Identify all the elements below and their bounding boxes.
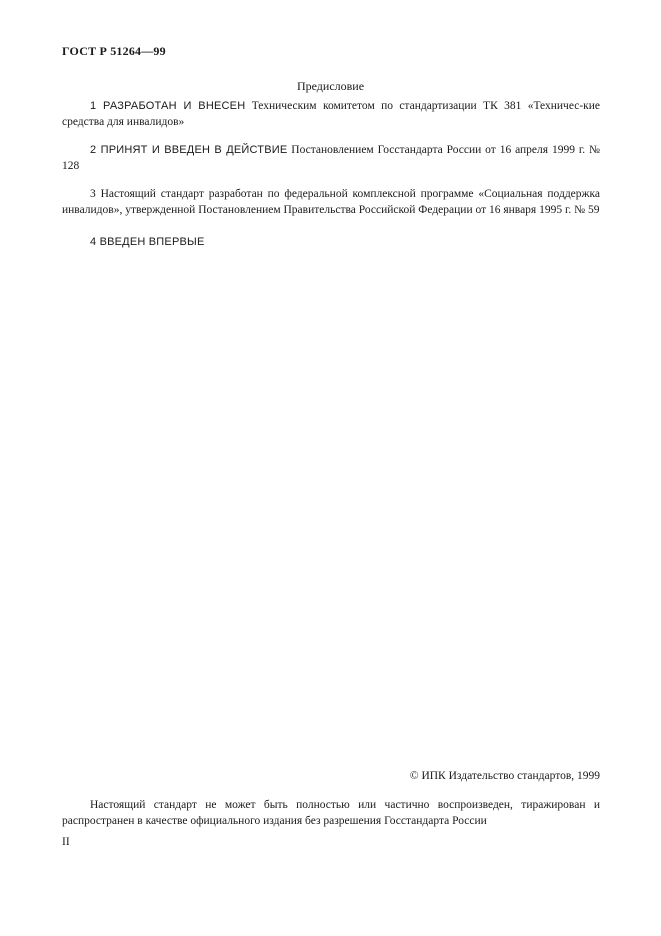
preface-item-4-lead: 4 ВВЕДЕН ВПЕРВЫЕ bbox=[90, 236, 205, 248]
preface-item-2-text: Постановлением Госстандарта России от 16 апреля 1999 г. № 128 bbox=[62, 144, 601, 172]
preface-item-1-lead: 1 РАЗРАБОТАН И ВНЕСЕН bbox=[90, 100, 246, 112]
preface-item-1 bbox=[62, 98, 600, 130]
preface-item-3-text: 3 Настоящий стандарт разработан по федеральной комплексной программе «Социальная поддержка инвалидов», утвержденной Постановлением Правительства Российской Федерации от 16 января 1995 г. № 59 bbox=[62, 188, 600, 216]
preface-item-2-lead: 2 ПРИНЯТ И ВВЕДЕН В ДЕЙСТВИЕ bbox=[90, 144, 288, 156]
reproduction-notice: Настоящий стандарт не может быть полностью или частично воспроизведен, тиражирован и распространен в качестве официального издания без разрешения Госстандарта России bbox=[62, 799, 600, 827]
copyright-line: © ИПК Издательство стандартов, 1999 bbox=[409, 770, 600, 782]
preface-item-1-text: Техническим комитетом по стандартизации ТК 381 «Техничес-кие средства для инвалидов» bbox=[62, 100, 600, 128]
page-number: II bbox=[62, 836, 70, 848]
document-id: ГОСТ Р 51264—99 bbox=[62, 44, 166, 58]
preface-item-4 bbox=[62, 234, 600, 250]
preface-item-2 bbox=[62, 142, 600, 174]
preface-title: Предисловие bbox=[296, 79, 365, 93]
preface-item-3 bbox=[62, 186, 600, 218]
